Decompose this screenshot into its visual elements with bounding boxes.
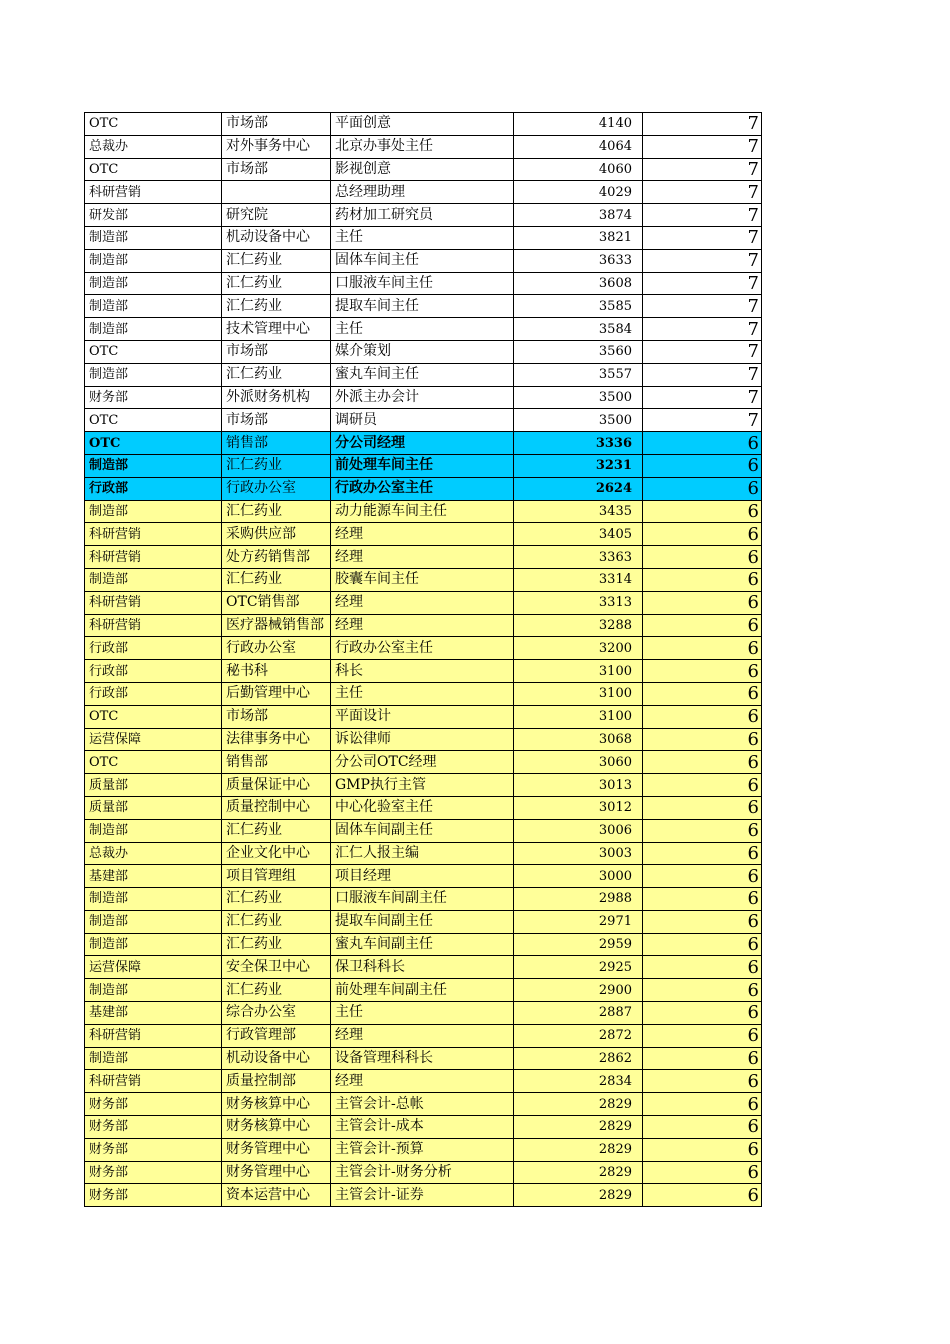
score-cell: 2829	[514, 1184, 643, 1207]
unit-cell: 销售部	[222, 432, 331, 455]
position-cell: 主管会计-总帐	[331, 1093, 514, 1116]
department-cell: 研发部	[85, 204, 222, 227]
unit-cell: OTC销售部	[222, 591, 331, 614]
grade-cell: 7	[643, 204, 762, 227]
score-cell: 3100	[514, 705, 643, 728]
score-cell: 2829	[514, 1116, 643, 1139]
grade-cell: 7	[643, 318, 762, 341]
unit-cell: 综合办公室	[222, 1002, 331, 1025]
grade-cell: 6	[643, 591, 762, 614]
grade-cell: 6	[643, 819, 762, 842]
unit-cell: 机动设备中心	[222, 1047, 331, 1070]
table-row	[85, 774, 762, 797]
score-cell: 3200	[514, 637, 643, 660]
department-cell: 制造部	[85, 454, 222, 477]
score-cell: 2959	[514, 933, 643, 956]
unit-cell: 外派财务机构	[222, 386, 331, 409]
grade-cell: 6	[643, 1138, 762, 1161]
unit-cell: 汇仁药业	[222, 910, 331, 933]
unit-cell: 行政办公室	[222, 637, 331, 660]
table-row	[85, 226, 762, 249]
position-cell: 主任	[331, 1002, 514, 1025]
unit-cell: 技术管理中心	[222, 318, 331, 341]
score-cell: 2887	[514, 1002, 643, 1025]
position-cell: 媒介策划	[331, 340, 514, 363]
grade-cell: 6	[643, 568, 762, 591]
table-row	[85, 888, 762, 911]
department-cell: 科研营销	[85, 1024, 222, 1047]
table-row	[85, 682, 762, 705]
grade-cell: 6	[643, 956, 762, 979]
score-cell: 3363	[514, 546, 643, 569]
score-cell: 3100	[514, 682, 643, 705]
grade-cell: 6	[643, 1184, 762, 1207]
score-cell: 2829	[514, 1093, 643, 1116]
score-cell: 3003	[514, 842, 643, 865]
grade-cell: 6	[643, 660, 762, 683]
table-row	[85, 249, 762, 272]
grade-cell: 6	[643, 500, 762, 523]
department-cell: 制造部	[85, 910, 222, 933]
department-cell: 制造部	[85, 979, 222, 1002]
table-row	[85, 728, 762, 751]
position-cell: 经理	[331, 523, 514, 546]
position-cell: 平面设计	[331, 705, 514, 728]
unit-cell: 秘书科	[222, 660, 331, 683]
grade-cell: 7	[643, 386, 762, 409]
table-row	[85, 272, 762, 295]
unit-cell: 汇仁药业	[222, 979, 331, 1002]
grade-cell: 6	[643, 1024, 762, 1047]
unit-cell: 销售部	[222, 751, 331, 774]
department-cell: 总裁办	[85, 842, 222, 865]
unit-cell: 安全保卫中心	[222, 956, 331, 979]
table-row	[85, 660, 762, 683]
score-cell: 3435	[514, 500, 643, 523]
position-cell: 保卫科科长	[331, 956, 514, 979]
position-cell: 经理	[331, 546, 514, 569]
unit-cell: 市场部	[222, 113, 331, 136]
position-cell: 北京办事处主任	[331, 135, 514, 158]
department-cell: 基建部	[85, 1002, 222, 1025]
table-row	[85, 819, 762, 842]
position-cell: 蜜丸车间主任	[331, 363, 514, 386]
grade-cell: 6	[643, 842, 762, 865]
department-cell: 财务部	[85, 1093, 222, 1116]
score-cell: 4060	[514, 158, 643, 181]
table-row	[85, 181, 762, 204]
department-cell: 财务部	[85, 1161, 222, 1184]
score-cell: 3100	[514, 660, 643, 683]
grade-cell: 7	[643, 226, 762, 249]
grade-cell: 7	[643, 181, 762, 204]
unit-cell: 汇仁药业	[222, 568, 331, 591]
score-cell: 2862	[514, 1047, 643, 1070]
position-cell: 平面创意	[331, 113, 514, 136]
unit-cell: 采购供应部	[222, 523, 331, 546]
department-cell: 基建部	[85, 865, 222, 888]
table-row	[85, 1138, 762, 1161]
position-cell: 经理	[331, 614, 514, 637]
position-cell: 主任	[331, 682, 514, 705]
table-row	[85, 979, 762, 1002]
unit-cell: 项目管理组	[222, 865, 331, 888]
department-cell: OTC	[85, 113, 222, 136]
grade-cell: 7	[643, 295, 762, 318]
department-cell: OTC	[85, 751, 222, 774]
score-cell: 2872	[514, 1024, 643, 1047]
score-cell: 2624	[514, 477, 643, 500]
grade-cell: 6	[643, 751, 762, 774]
position-cell: 经理	[331, 1024, 514, 1047]
table-row	[85, 340, 762, 363]
unit-cell: 财务核算中心	[222, 1093, 331, 1116]
unit-cell: 行政办公室	[222, 477, 331, 500]
position-cell: 项目经理	[331, 865, 514, 888]
department-cell: 财务部	[85, 1116, 222, 1139]
score-cell: 4140	[514, 113, 643, 136]
department-cell: 财务部	[85, 386, 222, 409]
grade-cell: 6	[643, 1116, 762, 1139]
table-row	[85, 295, 762, 318]
position-cell: 经理	[331, 591, 514, 614]
position-cell: 动力能源车间主任	[331, 500, 514, 523]
department-cell: 制造部	[85, 295, 222, 318]
grade-cell: 6	[643, 1047, 762, 1070]
grade-cell: 7	[643, 409, 762, 432]
score-cell: 3288	[514, 614, 643, 637]
unit-cell: 汇仁药业	[222, 363, 331, 386]
table-row	[85, 158, 762, 181]
department-cell: OTC	[85, 432, 222, 455]
table-row	[85, 796, 762, 819]
grade-cell: 6	[643, 614, 762, 637]
table-row	[85, 204, 762, 227]
position-cell: 前处理车间主任	[331, 454, 514, 477]
department-cell: 行政部	[85, 660, 222, 683]
unit-cell: 汇仁药业	[222, 819, 331, 842]
table-row	[85, 910, 762, 933]
department-cell: 科研营销	[85, 546, 222, 569]
score-cell: 3557	[514, 363, 643, 386]
unit-cell: 医疗器械销售部	[222, 614, 331, 637]
table-row	[85, 1024, 762, 1047]
unit-cell: 处方药销售部	[222, 546, 331, 569]
grade-cell: 6	[643, 774, 762, 797]
department-cell: 制造部	[85, 568, 222, 591]
score-cell: 2925	[514, 956, 643, 979]
position-cell: 诉讼律师	[331, 728, 514, 751]
position-cell: 提取车间副主任	[331, 910, 514, 933]
unit-cell	[222, 181, 331, 204]
unit-cell: 财务核算中心	[222, 1116, 331, 1139]
department-cell: 质量部	[85, 774, 222, 797]
grade-cell: 6	[643, 796, 762, 819]
table-row	[85, 637, 762, 660]
score-cell: 3821	[514, 226, 643, 249]
unit-cell: 质量控制中心	[222, 796, 331, 819]
position-cell: 分公司OTC经理	[331, 751, 514, 774]
grade-cell: 6	[643, 933, 762, 956]
position-cell: 药材加工研究员	[331, 204, 514, 227]
department-cell: 运营保障	[85, 956, 222, 979]
position-cell: 主管会计-预算	[331, 1138, 514, 1161]
grade-cell: 6	[643, 888, 762, 911]
unit-cell: 财务管理中心	[222, 1138, 331, 1161]
grade-cell: 7	[643, 113, 762, 136]
table-row	[85, 842, 762, 865]
department-cell: 制造部	[85, 272, 222, 295]
department-cell: 制造部	[85, 249, 222, 272]
position-cell: 总经理助理	[331, 181, 514, 204]
department-cell: 科研营销	[85, 591, 222, 614]
position-cell: 蜜丸车间副主任	[331, 933, 514, 956]
department-cell: 制造部	[85, 500, 222, 523]
position-cell: 前处理车间副主任	[331, 979, 514, 1002]
unit-cell: 质量控制部	[222, 1070, 331, 1093]
department-cell: 财务部	[85, 1138, 222, 1161]
position-cell: 汇仁人报主编	[331, 842, 514, 865]
position-cell: 中心化验室主任	[331, 796, 514, 819]
grade-cell: 6	[643, 637, 762, 660]
table-row	[85, 933, 762, 956]
score-cell: 3874	[514, 204, 643, 227]
grade-cell: 7	[643, 249, 762, 272]
unit-cell: 汇仁药业	[222, 295, 331, 318]
grade-cell: 6	[643, 865, 762, 888]
table-row	[85, 409, 762, 432]
position-cell: 经理	[331, 1070, 514, 1093]
score-cell: 3608	[514, 272, 643, 295]
grade-cell: 6	[643, 979, 762, 1002]
grade-cell: 6	[643, 432, 762, 455]
table-row	[85, 477, 762, 500]
position-cell: 主任	[331, 226, 514, 249]
unit-cell: 汇仁药业	[222, 249, 331, 272]
table-row	[85, 523, 762, 546]
table-row	[85, 568, 762, 591]
score-cell: 3068	[514, 728, 643, 751]
grade-cell: 6	[643, 477, 762, 500]
department-cell: 科研营销	[85, 614, 222, 637]
score-cell: 3231	[514, 454, 643, 477]
table-row	[85, 1093, 762, 1116]
score-cell: 2829	[514, 1161, 643, 1184]
score-cell: 3633	[514, 249, 643, 272]
position-cell: 主管会计-证券	[331, 1184, 514, 1207]
table-row	[85, 432, 762, 455]
position-cell: 主管会计-成本	[331, 1116, 514, 1139]
table-row	[85, 751, 762, 774]
score-cell: 4064	[514, 135, 643, 158]
table-row	[85, 1116, 762, 1139]
table-row	[85, 318, 762, 341]
position-cell: 科长	[331, 660, 514, 683]
department-cell: OTC	[85, 340, 222, 363]
department-cell: 制造部	[85, 888, 222, 911]
unit-cell: 汇仁药业	[222, 888, 331, 911]
department-cell: 行政部	[85, 637, 222, 660]
unit-cell: 市场部	[222, 705, 331, 728]
grade-cell: 7	[643, 272, 762, 295]
table-row	[85, 1002, 762, 1025]
position-cell: 口服液车间副主任	[331, 888, 514, 911]
grade-cell: 7	[643, 340, 762, 363]
position-cell: 分公司经理	[331, 432, 514, 455]
table-row	[85, 956, 762, 979]
table-row	[85, 614, 762, 637]
department-cell: OTC	[85, 705, 222, 728]
position-cell: 口服液车间主任	[331, 272, 514, 295]
unit-cell: 汇仁药业	[222, 500, 331, 523]
table-row	[85, 1161, 762, 1184]
department-cell: 科研营销	[85, 181, 222, 204]
unit-cell: 对外事务中心	[222, 135, 331, 158]
department-cell: 制造部	[85, 363, 222, 386]
department-cell: 财务部	[85, 1184, 222, 1207]
department-cell: 科研营销	[85, 523, 222, 546]
table-row	[85, 363, 762, 386]
position-cell: 主管会计-财务分析	[331, 1161, 514, 1184]
department-cell: 制造部	[85, 226, 222, 249]
grade-cell: 6	[643, 1070, 762, 1093]
department-cell: OTC	[85, 409, 222, 432]
score-cell: 3060	[514, 751, 643, 774]
grade-cell: 6	[643, 705, 762, 728]
grade-cell: 6	[643, 1093, 762, 1116]
position-cell: 调研员	[331, 409, 514, 432]
table-row	[85, 135, 762, 158]
grade-cell: 6	[643, 546, 762, 569]
score-cell: 3336	[514, 432, 643, 455]
position-cell: 胶囊车间主任	[331, 568, 514, 591]
unit-cell: 财务管理中心	[222, 1161, 331, 1184]
position-cell: 影视创意	[331, 158, 514, 181]
score-cell: 3585	[514, 295, 643, 318]
position-cell: 设备管理科科长	[331, 1047, 514, 1070]
score-cell: 3012	[514, 796, 643, 819]
grade-cell: 7	[643, 363, 762, 386]
score-cell: 2829	[514, 1138, 643, 1161]
department-cell: 质量部	[85, 796, 222, 819]
score-cell: 3006	[514, 819, 643, 842]
table-row	[85, 865, 762, 888]
department-cell: 运营保障	[85, 728, 222, 751]
unit-cell: 汇仁药业	[222, 933, 331, 956]
position-cell: 固体车间主任	[331, 249, 514, 272]
score-cell: 2971	[514, 910, 643, 933]
department-cell: 总裁办	[85, 135, 222, 158]
position-grade-table	[84, 112, 762, 1207]
unit-cell: 机动设备中心	[222, 226, 331, 249]
unit-cell: 法律事务中心	[222, 728, 331, 751]
table-row	[85, 1070, 762, 1093]
department-cell: 科研营销	[85, 1070, 222, 1093]
score-cell: 3500	[514, 386, 643, 409]
position-cell: 外派主办会计	[331, 386, 514, 409]
grade-cell: 6	[643, 523, 762, 546]
grade-cell: 7	[643, 135, 762, 158]
position-cell: GMP执行主管	[331, 774, 514, 797]
score-cell: 2988	[514, 888, 643, 911]
unit-cell: 企业文化中心	[222, 842, 331, 865]
position-cell: 提取车间主任	[331, 295, 514, 318]
grade-cell: 6	[643, 728, 762, 751]
score-cell: 3584	[514, 318, 643, 341]
grade-cell: 6	[643, 1161, 762, 1184]
score-cell: 3500	[514, 409, 643, 432]
unit-cell: 汇仁药业	[222, 272, 331, 295]
table-row	[85, 113, 762, 136]
unit-cell: 市场部	[222, 340, 331, 363]
unit-cell: 市场部	[222, 409, 331, 432]
score-cell: 3313	[514, 591, 643, 614]
table-row	[85, 454, 762, 477]
score-cell: 4029	[514, 181, 643, 204]
position-cell: 固体车间副主任	[331, 819, 514, 842]
department-cell: 制造部	[85, 933, 222, 956]
table-row	[85, 591, 762, 614]
grade-cell: 6	[643, 682, 762, 705]
department-cell: 制造部	[85, 1047, 222, 1070]
department-cell: 行政部	[85, 682, 222, 705]
unit-cell: 研究院	[222, 204, 331, 227]
table-row	[85, 500, 762, 523]
department-cell: 行政部	[85, 477, 222, 500]
table-row	[85, 386, 762, 409]
unit-cell: 后勤管理中心	[222, 682, 331, 705]
table-row	[85, 705, 762, 728]
position-cell: 行政办公室主任	[331, 477, 514, 500]
department-cell: 制造部	[85, 318, 222, 341]
unit-cell: 资本运营中心	[222, 1184, 331, 1207]
score-cell: 3013	[514, 774, 643, 797]
grade-cell: 6	[643, 1002, 762, 1025]
grade-cell: 6	[643, 910, 762, 933]
position-cell: 主任	[331, 318, 514, 341]
score-cell: 3000	[514, 865, 643, 888]
department-cell: 制造部	[85, 819, 222, 842]
score-cell: 3560	[514, 340, 643, 363]
unit-cell: 质量保证中心	[222, 774, 331, 797]
score-cell: 3405	[514, 523, 643, 546]
unit-cell: 行政管理部	[222, 1024, 331, 1047]
unit-cell: 汇仁药业	[222, 454, 331, 477]
table-row	[85, 1184, 762, 1207]
grade-cell: 7	[643, 158, 762, 181]
table-body	[85, 113, 762, 1207]
table-row	[85, 1047, 762, 1070]
department-cell: OTC	[85, 158, 222, 181]
unit-cell: 市场部	[222, 158, 331, 181]
score-cell: 2834	[514, 1070, 643, 1093]
table-row	[85, 546, 762, 569]
score-cell: 3314	[514, 568, 643, 591]
grade-cell: 6	[643, 454, 762, 477]
position-cell: 行政办公室主任	[331, 637, 514, 660]
score-cell: 2900	[514, 979, 643, 1002]
